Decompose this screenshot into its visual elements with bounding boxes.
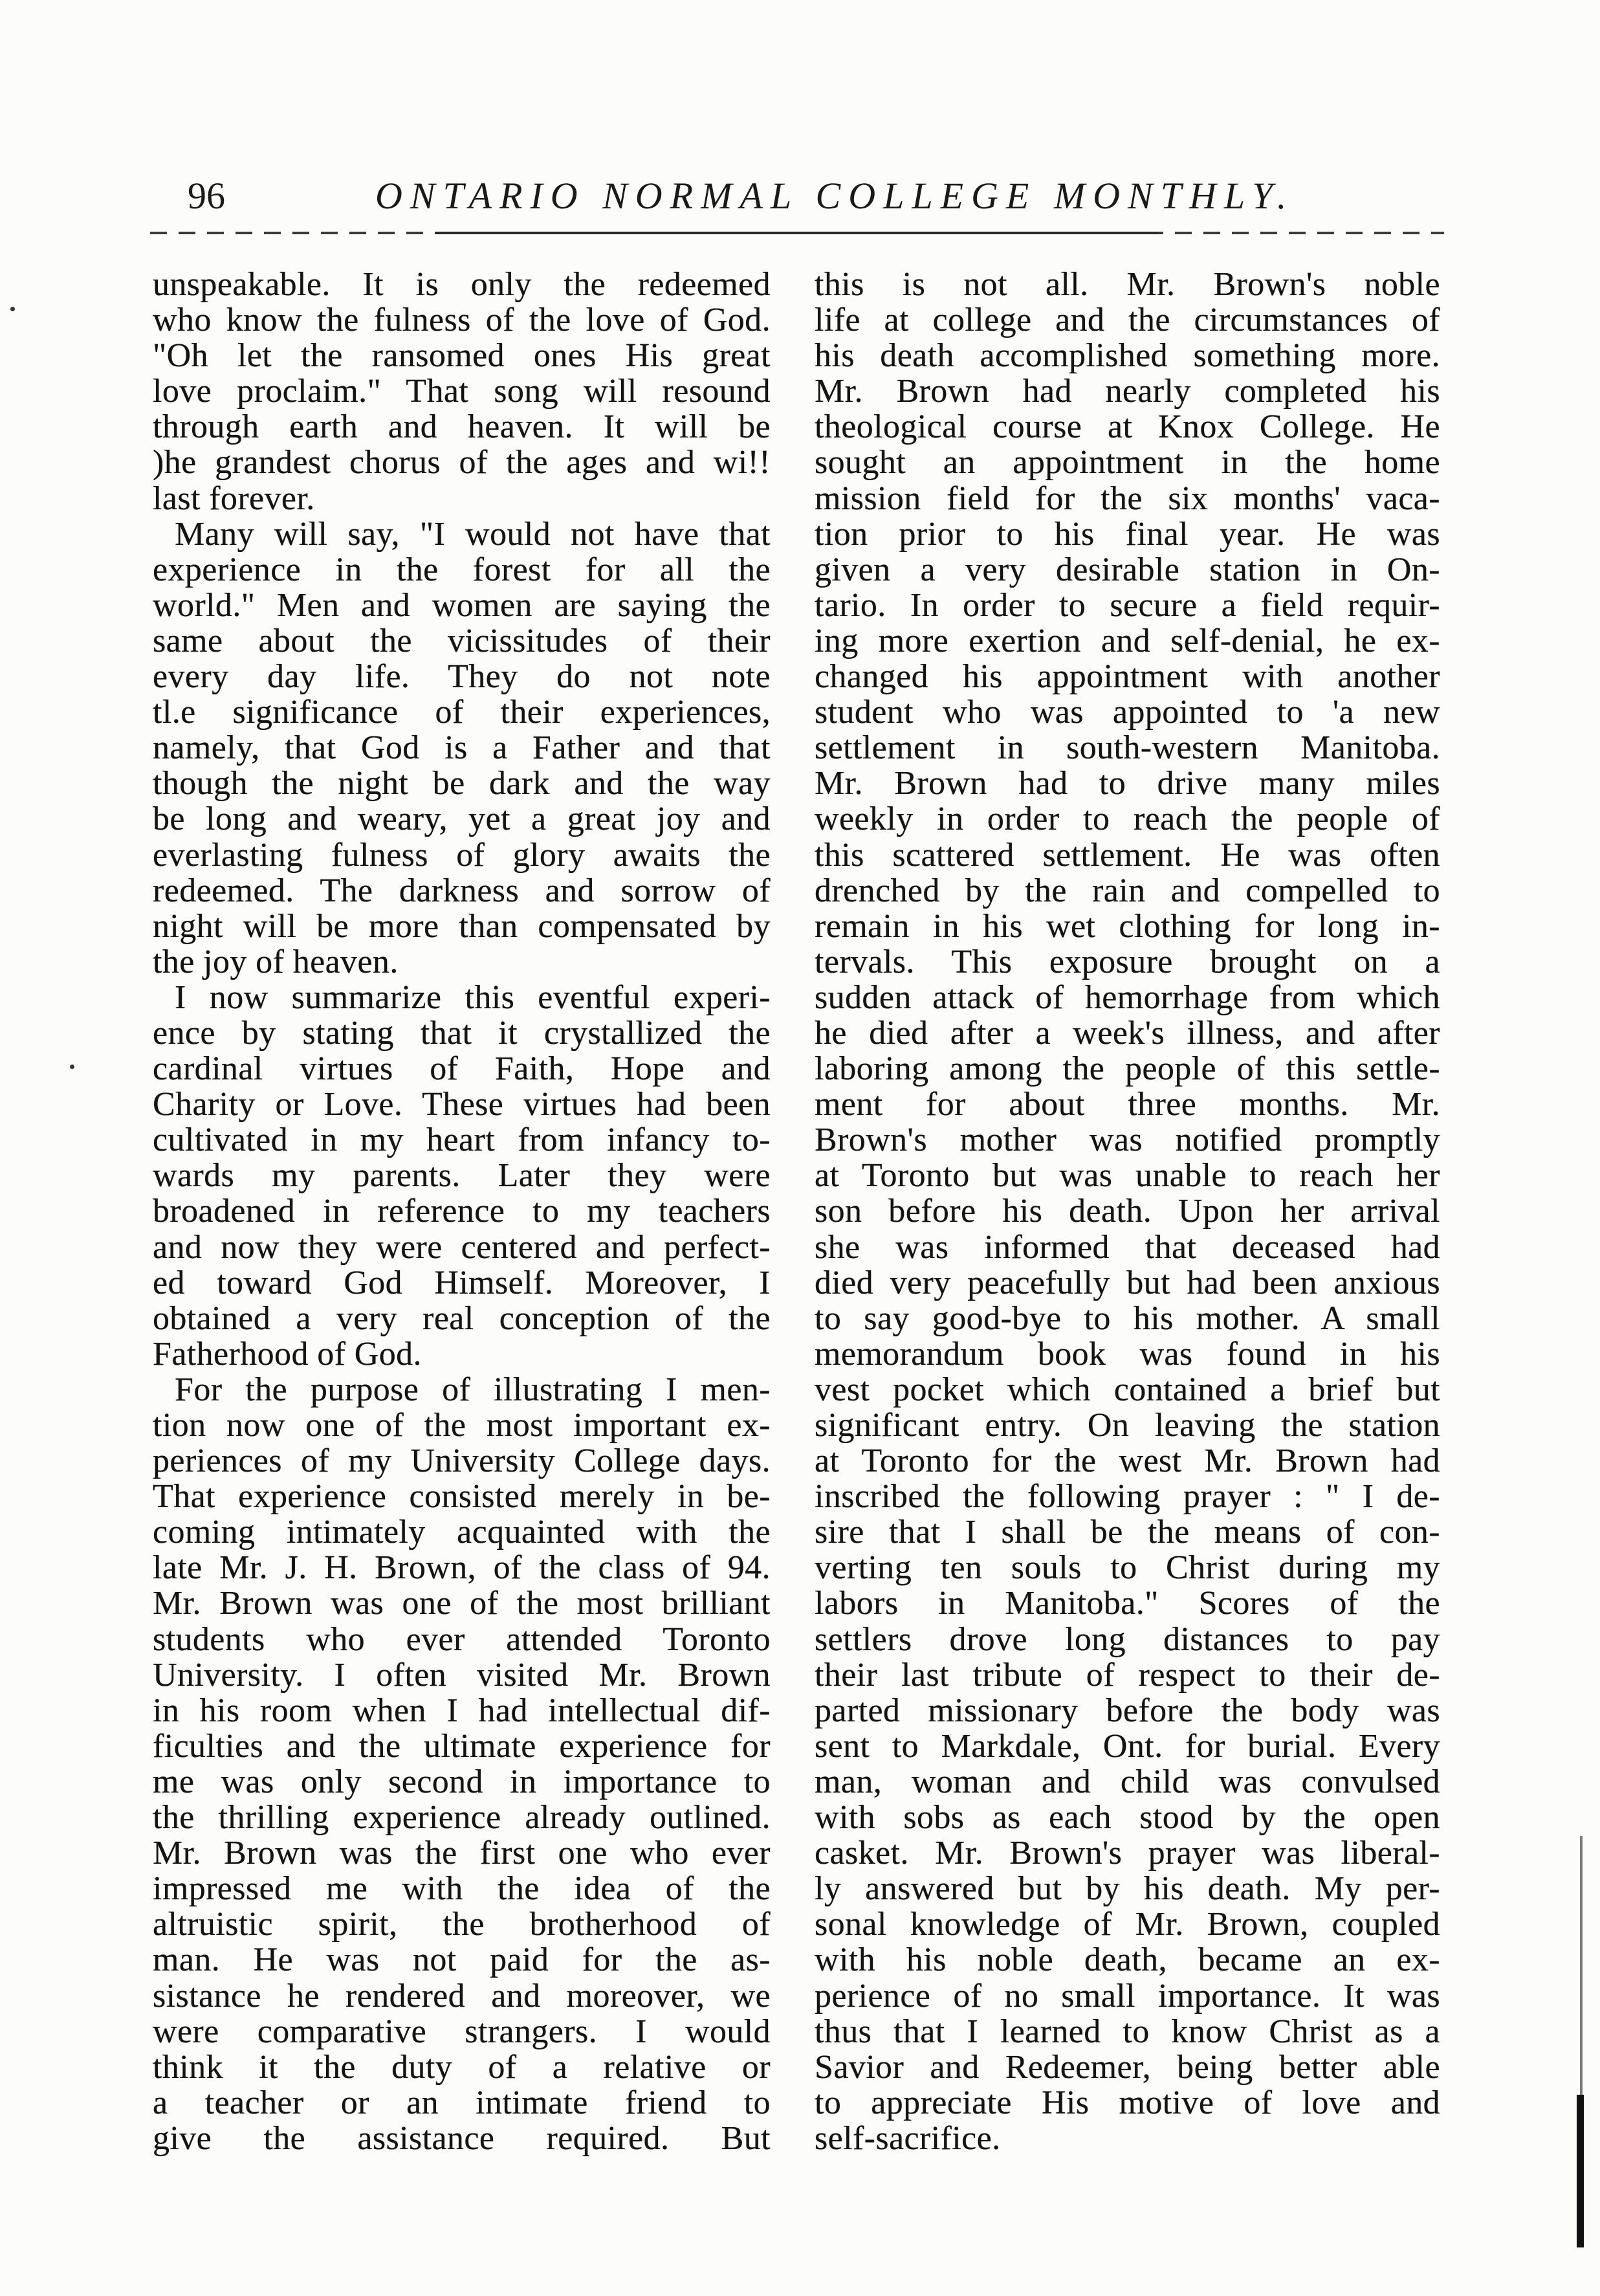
text-line: ly answered but by his death. My per- <box>815 1870 1440 1908</box>
scan-speck <box>10 307 15 311</box>
right-column <box>815 267 1440 2156</box>
text-line: mission field for the six months' vaca- <box>815 480 1440 517</box>
running-header-title: ONTARIO NORMAL COLLEGE MONTHLY. <box>375 175 1295 217</box>
text-line: same about the vicissitudes of their <box>153 622 771 659</box>
scan-edge-mark <box>1580 1836 1583 2095</box>
text-line: ence by stating that it crystallized the <box>153 1014 771 1052</box>
text-line: with his noble death, became an ex- <box>815 1941 1440 1979</box>
text-line: perience of no small importance. It was <box>815 1977 1440 2015</box>
header-rule <box>150 232 1444 234</box>
text-line: students who ever attended Toronto <box>153 1620 771 1658</box>
text-line: man, woman and child was convulsed <box>815 1763 1440 1800</box>
text-line: unspeakable. It is only the redeemed <box>153 266 771 303</box>
text-line: were comparative strangers. I would <box>153 2013 771 2050</box>
text-line: Charity or Love. These virtues had been <box>153 1086 771 1123</box>
text-line: Mr. Brown was one of the most brilliant <box>153 1585 771 1622</box>
text-line: this is not all. Mr. Brown's noble <box>815 266 1440 303</box>
text-line: inscribed the following prayer : " I de- <box>815 1478 1440 1516</box>
text-line: this scattered settlement. He was often <box>815 836 1440 874</box>
text-line: tion prior to his final year. He was <box>815 515 1440 553</box>
text-line: tario. In order to secure a field requir- <box>815 586 1440 624</box>
text-line: Mr. Brown had nearly completed his <box>815 373 1440 410</box>
scan-edge-mark <box>1577 2095 1584 2247</box>
left-column <box>153 267 771 2156</box>
text-line: tion now one of the most important ex- <box>153 1407 771 1444</box>
text-line: in his room when I had intellectual dif- <box>153 1692 771 1729</box>
text-line: broadened in reference to my teachers <box>153 1193 771 1230</box>
text-line: died very peacefully but had been anxious <box>815 1264 1440 1301</box>
text-line: sire that I shall be the means of con- <box>815 1514 1440 1551</box>
text-line: sistance he rendered and moreover, we <box>153 1977 771 2015</box>
text-line: memorandum book was found in his <box>815 1335 1440 1373</box>
text-line: with sobs as each stood by the open <box>815 1799 1440 1837</box>
text-line: night will be more than compensated by <box>153 907 771 945</box>
text-line: Fatherhood of God. <box>153 1335 422 1373</box>
text-line: she was informed that deceased had <box>815 1228 1440 1266</box>
text-line: experience in the forest for all the <box>153 551 771 588</box>
text-line: to appreciate His motive of love and <box>815 2084 1440 2121</box>
paragraph-start-line: I now summarize this eventful experi- <box>175 978 771 1016</box>
text-line: obtained a very real conception of the <box>153 1299 771 1337</box>
text-line: settlement in south-western Manitoba. <box>815 729 1440 767</box>
text-line: theological course at Knox College. He <box>815 408 1440 446</box>
text-line: son before his death. Upon her arrival <box>815 1193 1440 1230</box>
text-line: vest pocket which contained a brief but <box>815 1371 1440 1408</box>
text-line: give the assistance required. But <box>153 2119 771 2157</box>
text-line: significant entry. On leaving the station <box>815 1407 1440 1444</box>
text-line: )he grandest chorus of the ages and wi!! <box>153 444 771 481</box>
text-line: he died after a week's illness, and after <box>815 1014 1440 1052</box>
text-line: sudden attack of hemorrhage from which <box>815 978 1440 1016</box>
text-line: man. He was not paid for the as- <box>153 1941 771 1979</box>
text-line: given a very desirable station in On- <box>815 551 1440 588</box>
text-line: world." Men and women are saying the <box>153 586 771 624</box>
scan-speck <box>70 1065 74 1069</box>
text-line: everlasting fulness of glory awaits the <box>153 836 771 874</box>
text-line: self-sacrifice. <box>815 2119 1001 2157</box>
text-line: sonal knowledge of Mr. Brown, coupled <box>815 1906 1440 1943</box>
text-line: periences of my University College days. <box>153 1442 771 1480</box>
text-line: University. I often visited Mr. Brown <box>153 1656 771 1694</box>
text-line: tervals. This exposure brought on a <box>815 943 1440 980</box>
text-line: drenched by the rain and compelled to <box>815 872 1440 909</box>
text-line: at Toronto but was unable to reach her <box>815 1157 1440 1195</box>
text-line: Savior and Redeemer, being better able <box>815 2048 1440 2086</box>
text-line: changed his appointment with another <box>815 658 1440 696</box>
text-line: coming intimately acquainted with the <box>153 1514 771 1551</box>
text-line: me was only second in importance to <box>153 1763 771 1800</box>
text-line: at Toronto for the west Mr. Brown had <box>815 1442 1440 1480</box>
text-line: who know the fulness of the love of God. <box>153 302 771 339</box>
text-line: wards my parents. Later they were <box>153 1157 771 1195</box>
text-line: Mr. Brown was the first one who ever <box>153 1835 771 1872</box>
text-line: be long and weary, yet a great joy and <box>153 800 771 838</box>
text-line: last forever. <box>153 480 315 517</box>
text-line: Brown's mother was notified promptly <box>815 1121 1440 1159</box>
paragraph-start-line: For the purpose of illustrating I men- <box>175 1371 771 1408</box>
text-line: parted missionary before the body was <box>815 1692 1440 1729</box>
text-line: weekly in order to reach the people of <box>815 800 1440 838</box>
text-line: sent to Markdale, Ont. for burial. Every <box>815 1727 1440 1765</box>
text-line: thus that I learned to know Christ as a <box>815 2013 1440 2050</box>
text-line: to say good-bye to his mother. A small <box>815 1299 1440 1337</box>
text-line: ment for about three months. Mr. <box>815 1086 1440 1123</box>
text-line: Mr. Brown had to drive many miles <box>815 765 1440 802</box>
text-line: and now they were centered and perfect- <box>153 1228 771 1266</box>
text-line: their last tribute of respect to their de- <box>815 1656 1440 1694</box>
text-line: student who was appointed to 'a new <box>815 694 1440 731</box>
text-line: ing more exertion and self-denial, he ex- <box>815 622 1440 659</box>
text-line: laboring among the people of this settle- <box>815 1050 1440 1088</box>
text-line: the joy of heaven. <box>153 943 399 980</box>
text-line: altruistic spirit, the brotherhood of <box>153 1906 771 1943</box>
text-line: love proclaim." That song will resound <box>153 373 771 410</box>
text-line: verting ten souls to Christ during my <box>815 1549 1440 1587</box>
text-line: late Mr. J. H. Brown, of the class of 94. <box>153 1549 771 1587</box>
text-line: think it the duty of a relative or <box>153 2048 771 2086</box>
text-line: through earth and heaven. It will be <box>153 408 771 446</box>
text-line: labors in Manitoba." Scores of the <box>815 1585 1440 1622</box>
text-line: sought an appointment in the home <box>815 444 1440 481</box>
text-line: namely, that God is a Father and that <box>153 729 771 767</box>
text-line: That experience consisted merely in be- <box>153 1478 771 1516</box>
text-line: though the night be dark and the way <box>153 765 771 802</box>
text-line: casket. Mr. Brown's prayer was liberal- <box>815 1835 1440 1872</box>
text-line: the thrilling experience already outlined. <box>153 1799 771 1837</box>
text-line: tl.e significance of their experiences, <box>153 694 771 731</box>
text-line: cardinal virtues of Faith, Hope and <box>153 1050 771 1088</box>
text-line: ficulties and the ultimate experience for <box>153 1727 771 1765</box>
text-line: settlers drove long distances to pay <box>815 1620 1440 1658</box>
text-line: "Oh let the ransomed ones His great <box>153 337 771 375</box>
text-line: cultivated in my heart from infancy to- <box>153 1121 771 1159</box>
text-line: every day life. They do not note <box>153 658 771 696</box>
text-line: his death accomplished something more. <box>815 337 1440 375</box>
text-line: impressed me with the idea of the <box>153 1870 771 1908</box>
text-line: life at college and the circumstances of <box>815 302 1440 339</box>
text-line: a teacher or an intimate friend to <box>153 2084 771 2121</box>
paragraph-start-line: Many will say, "I would not have that <box>175 515 771 553</box>
text-line: redeemed. The darkness and sorrow of <box>153 872 771 909</box>
page-number: 96 <box>188 175 225 217</box>
text-line: remain in his wet clothing for long in- <box>815 907 1440 945</box>
text-line: ed toward God Himself. Moreover, I <box>153 1264 771 1301</box>
